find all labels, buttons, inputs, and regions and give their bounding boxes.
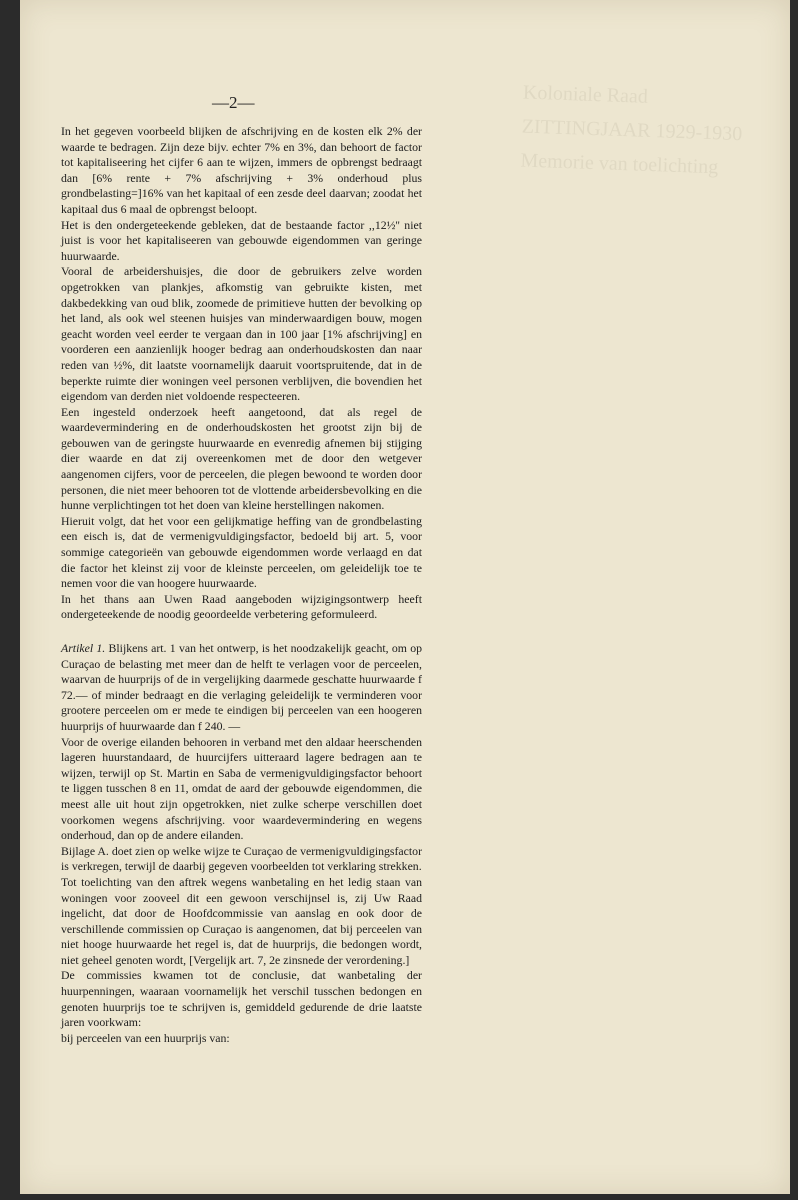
show-through-text: Koloniale Raad ZITTINGJAAR 1929-1930 Memorie van toelichting [520,81,743,179]
section-gap [61,623,422,641]
paragraph: Voor de overige eilanden behooren in verband met den aldaar heerschenden lageren huurstandaard, de huurcijfers uitteraard lagere bedragen aan te wijzen, terwijl op St. Martin en Saba de vermenigvuldigingsfactor behoort te liggen tusschen 8 en 11, omdat de aard der gebouwde eigendommen, die meest alle uit hout zijn opgetrokken, niet zulke scherpe verschillen doet voorkomen wegens afschrijving. voor waardevermindering en wegens onderhoud, dan op de andere eilanden. [61,734,422,843]
article-label: Artikel 1. [61,641,106,655]
paragraph: De commissies kwamen tot de conclusie, dat wanbetaling der huurpenningen, waaraan voornamelijk het verschil tusschen bedongen en genoten huurprijs toe te schrijven is, gemiddeld gedurende de drie laatste jaren voorkwam: [61,968,422,1030]
paragraph: Vooral de arbeidershuisjes, die door de gebruikers zelve worden opgetrokken van plankjes, afkomstig van gebruikte kisten, met dakbedekking van oud blik, zoomede de primitieve hutten der bevolking op het land, als ook wel steenen huisjes van minderwaardigen bouw, mogen geacht worden veel eerder te vergaan dan in 100 jaar [1% afschrijving] en voorderen een aanzienlijk hooger bedrag aan onderhoudskosten dan naar reden van ½%, dit laatste voornamelijk daaruit voortspruitende, dat in de beperkte ruimte dier woningen veel personen verblijven, die bovendien het eigendom van derden niet voldoende respecteeren. [61,264,422,404]
paragraph: In het gegeven voorbeeld blijken de afschrijving en de kosten elk 2% der waarde te bedragen. Zijn deze bijv. echter 7% en 3%, dan behoort de factor tot kapitaliseering het cijfer 6 aan te wijzen, immers de opbrengst bedraagt dan [6% rente + 7% afschrijving + 3% onderhoud plus grondbelasting=]16% van het kapitaal of een zesde deel daarvan; zoodat het kapitaal dus 6 maal de opbrengst beloopt. [61,124,422,216]
paragraph: Een ingesteld onderzoek heeft aangetoond, dat als regel de waardevermindering en de onderhoudskosten het grootst zijn bij de gebouwen van de geringste huurwaarde en evenredig afnemen bij stijging dier waarde en dat zij overeenkomen met de door den wetgever aangenomen cijfers, voor de perceelen, die plegen bewoond te worden door personen, die niet meer behooren tot de vlottende arbeidersbevolking en die hunne verplichtingen tot het doen van kleine herstellingen nakomen. [61,404,422,513]
paragraph: Het is den ondergeteekende gebleken, dat de bestaande factor ,,12½'' niet juist is voor het kapitaliseeren van gebouwde eigendommen van geringe huurwaarde. [61,217,422,263]
paragraph: Tot toelichting van den aftrek wegens wanbetaling en het ledig staan van woningen voor zooveel dit een gewoon verschijnsel is, zij Uw Raad ingelicht, dat door de Hoofdcommissie van aanslag en ook door de verschillende commissien op Curaçao is aangenomen, dat bij perceelen van niet hooge huurwaarde het regel is, dat de huurprijs, die bedongen wordt, niet geheel genoten wordt, [Vergelijk art. 7, 2e zinsnede der verordening.] [61,874,422,967]
paragraph: Bijlage A. doet zien op welke wijze te Curaçao de vermenigvuldigingsfactor is verkregen, terwijl de daarbij gegeven voorbeelden tot verklaring strekken. [61,843,422,874]
article-text: Blijkens art. 1 van het ontwerp, is het noodzakelijk geacht, om op Curaçao de belasting met meer dan de helft te verlagen voor de perceelen, waarvan de huurprijs of de in vergelijking daarmede geschatte huurwaarde f 72.— of minder bedraagt en die verlaging geleidelijk te verminderen voor grootere perceelen om er mede te eindigen bij perceelen van een hoogeren huurprijs of huurwaarde dan f 240. — [61,641,423,733]
page-number: —2— [212,93,255,112]
paragraph: In het thans aan Uwen Raad aangeboden wijzigingsontwerp heeft ondergeteekende de noodig geoordeelde verbetering geformuleerd. [61,591,422,622]
paragraph: bij perceelen van een huurprijs van: [61,1030,230,1045]
paragraph: Hieruit volgt, dat het voor een gelijkmatige heffing van de grondbelasting een eisch is, dat de vermenigvuldigingsfactor, bedoeld bij art. 5, voor sommige categorieën van gebouwde eigendommen worde verlaagd en dat die factor het kleinst zij voor de kleinste perceelen, om geleidelijk toe te nemen voor die van hoogere huurwaarde. [61,513,422,591]
article-paragraph [61,641,422,735]
body-text [61,124,422,1046]
